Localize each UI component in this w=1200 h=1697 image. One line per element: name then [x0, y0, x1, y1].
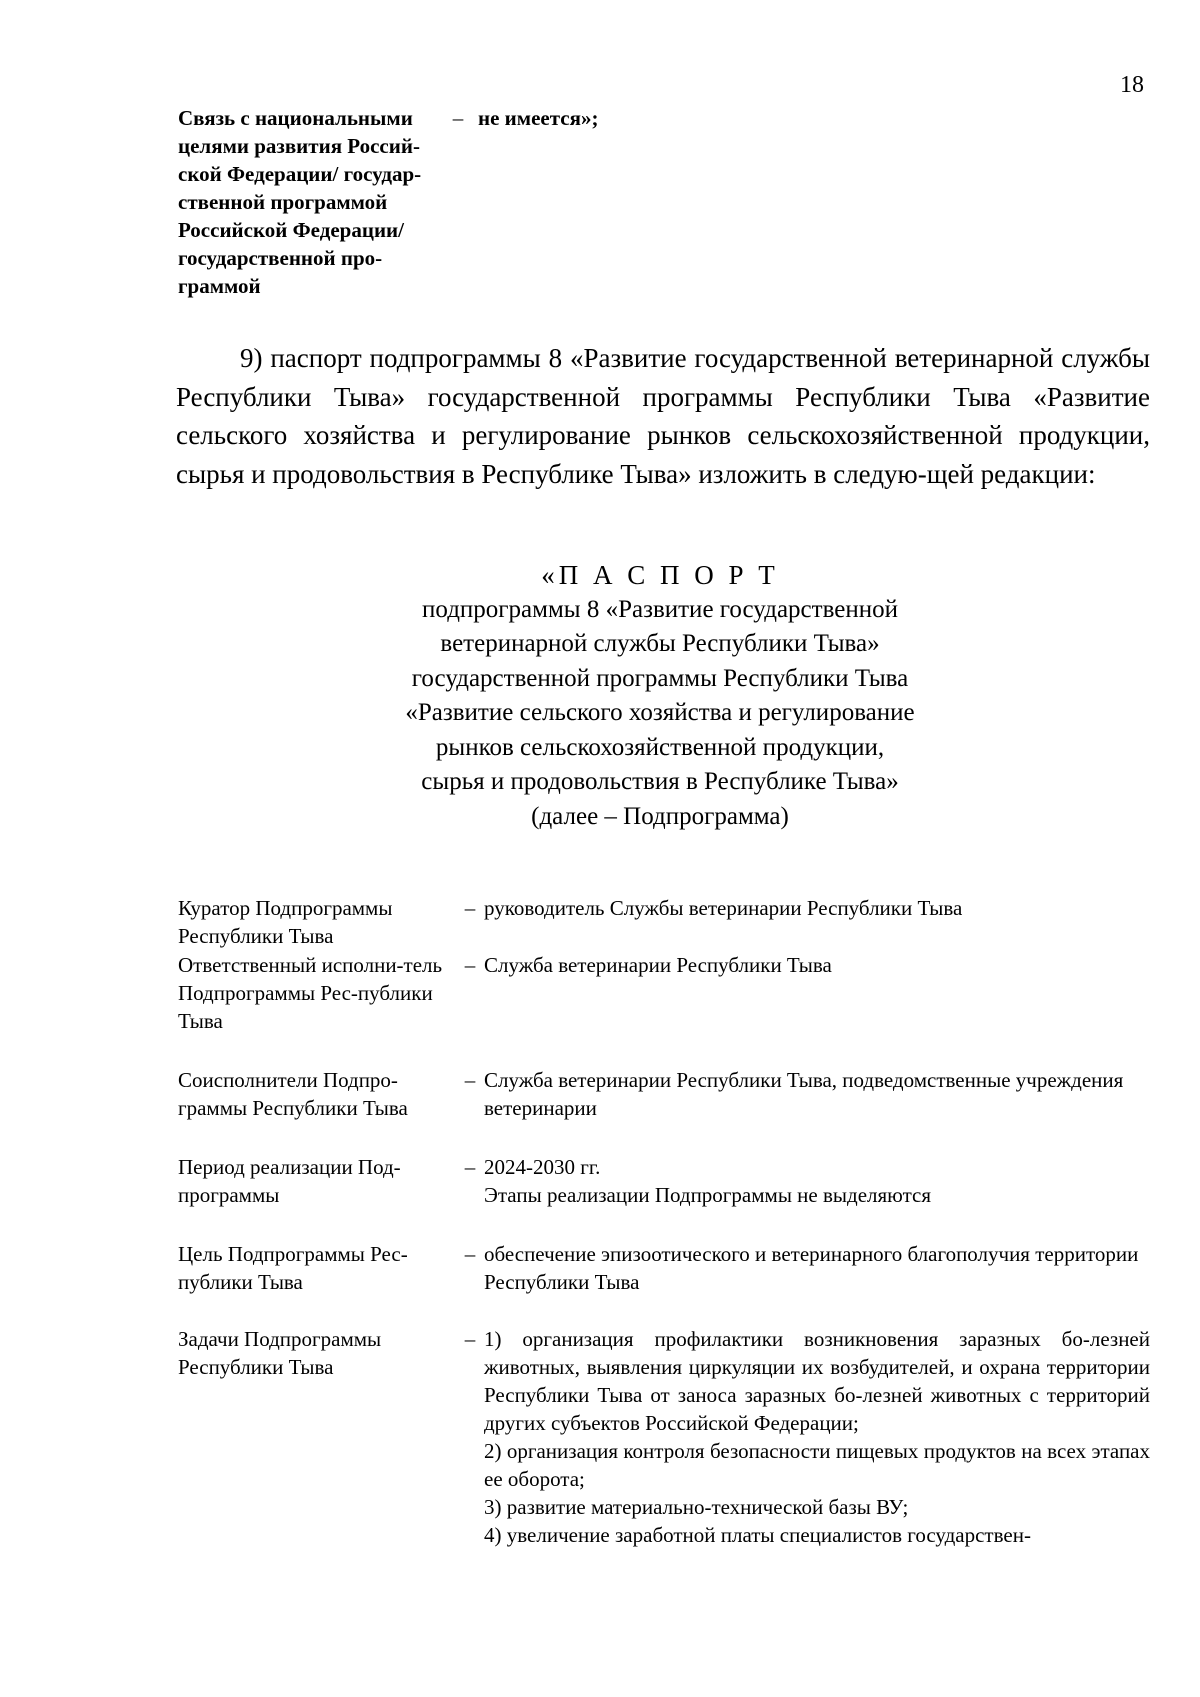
amendment-paragraph: 9) паспорт подпрограммы 8 «Развитие государственной ветеринарной службы Республики Тыва» государственной программы Республики Тыва «Развитие сельского хозяйства и регулирование рынков сельскохозяйственной продукции, сырья и продовольствия в Республике Тыва» изложить в следую-щей редакции: [176, 343, 1150, 489]
title-line: рынков сельскохозяйственной продукции, [435, 733, 885, 761]
title-line: подпрограммы 8 «Развитие государственной [422, 595, 898, 623]
row-dash: – [464, 1242, 476, 1266]
title-line: ветеринарной службы Республики Тыва» [440, 630, 880, 657]
row-tasks [178, 1325, 1150, 1549]
row-dash: – [464, 1327, 476, 1351]
row-goal [178, 1240, 1150, 1296]
row-label: Связь с национальными целями развития Россий-ской Федерации/ государ-ственной программой Российской Федерации/ государственной про-граммой [178, 106, 422, 298]
row-period [178, 1153, 1150, 1209]
period-stages: Этапы реализации Подпрограммы не выделяются [484, 1183, 931, 1207]
row-dash: – [464, 896, 476, 920]
title-line: «Развитие сельского хозяйства и регулирование [405, 699, 915, 726]
row-label: Период реализации Под-программы [178, 1155, 401, 1207]
passport-heading: «П А С П О Р Т [541, 560, 779, 590]
row-dash: – [464, 1155, 476, 1179]
title-line: государственной программы Республики Тыва [411, 664, 909, 692]
row-label: Куратор Подпрограммы Республики Тыва [178, 896, 393, 948]
row-responsible [178, 951, 1150, 1035]
row-curator [178, 894, 1150, 950]
row-value: Служба ветеринарии Республики Тыва [484, 953, 832, 977]
passport-title [300, 558, 1020, 834]
row-label: Цель Подпрограммы Рес-публики Тыва [178, 1242, 408, 1294]
title-line: (далее – Подпрограмма) [531, 802, 789, 830]
task-item: 1) организация профилактики возникновения заразных бо-лезней животных, выявления циркуляции их возбудителей, и охрана территории Республики Тыва от заноса заразных бо-лезней животных с территорий других субъектов Российской Федерации; [484, 1327, 1150, 1435]
period-years: 2024-2030 гг. [484, 1155, 601, 1179]
tasks-list [484, 1325, 1150, 1549]
row-value: обеспечение эпизоотического и ветеринарного благополучия территории Республики Тыва [484, 1242, 1139, 1294]
row-value [484, 1153, 1150, 1209]
row-dash: – [464, 1068, 476, 1092]
row-value: не имеется»; [478, 106, 599, 130]
row-label: Соисполнители Подпро-граммы Республики Тыва [178, 1068, 408, 1120]
row-label: Задачи Подпрограммы Республики Тыва [178, 1327, 382, 1379]
row-label: Ответственный исполни-тель Подпрограммы Рес-публики Тыва [178, 953, 443, 1033]
row-value: руководитель Службы ветеринарии Республики Тыва [484, 896, 963, 920]
title-line: сырья и продовольствия в Республике Тыва» [421, 768, 899, 795]
task-item: 2) организация контроля безопасности пищевых продуктов на всех этапах ее оборота; [484, 1439, 1150, 1491]
row-national-goals [178, 104, 1150, 300]
row-dash: – [464, 953, 476, 977]
page-number: 18 [1120, 72, 1144, 98]
row-co-executors [178, 1066, 1150, 1122]
task-item: 3) развитие материально-технической базы ВУ; [484, 1495, 909, 1519]
task-item: 4) увеличение заработной платы специалистов государствен- [484, 1523, 1031, 1547]
row-dash: – [452, 106, 464, 130]
row-value: Служба ветеринарии Республики Тыва, подведомственные учреждения ветеринарии [484, 1068, 1124, 1120]
